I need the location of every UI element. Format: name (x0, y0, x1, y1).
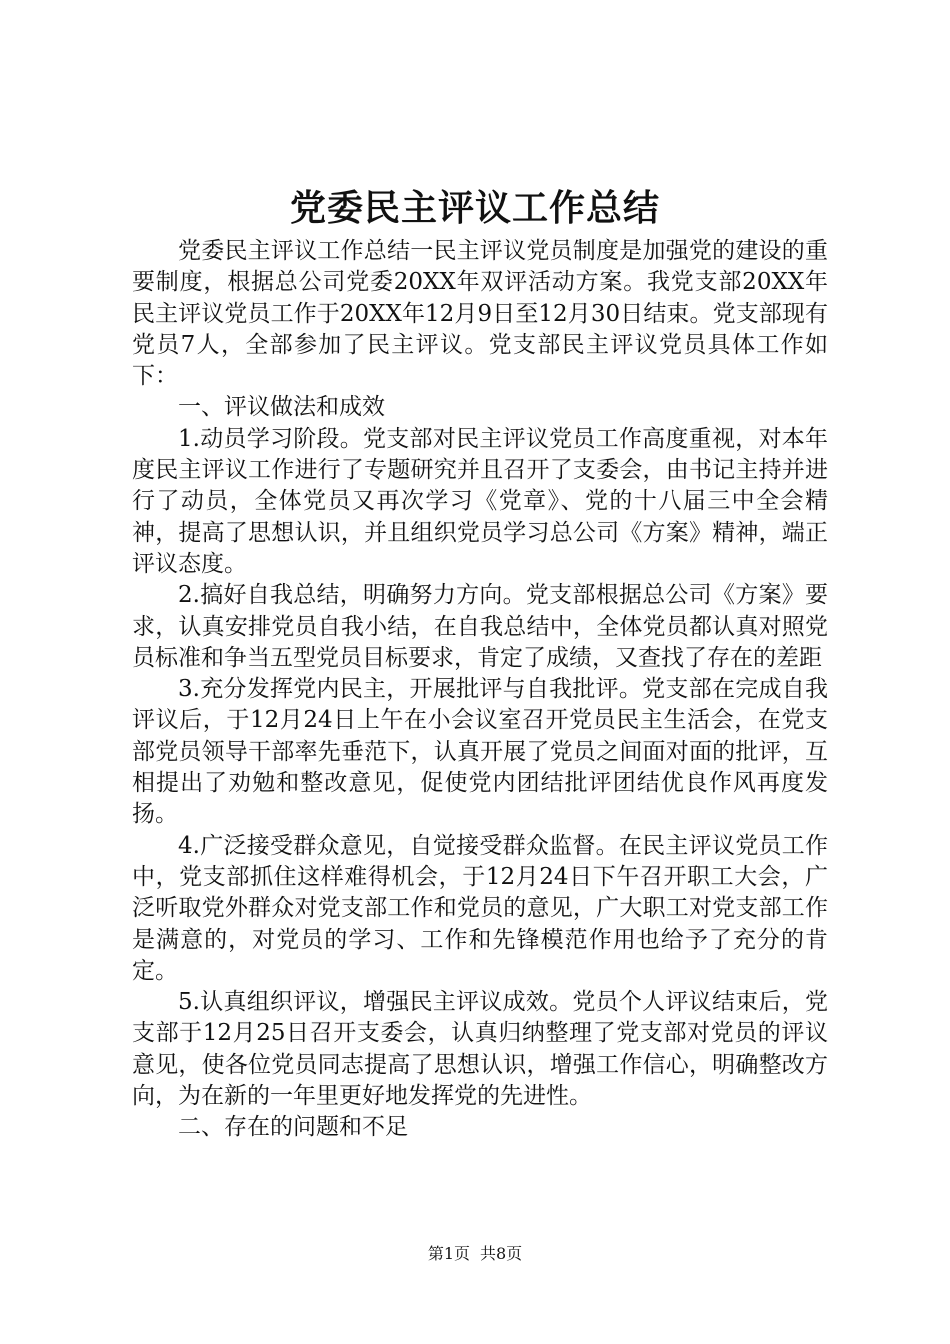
paragraph-item-4: 4.广泛接受群众意见，自觉接受群众监督。在民主评议党员工作中，党支部抓住这样难得机会，于12月24日下午召开职工大会，广泛听取党外群众对党支部工作和党员的意见，广大职工对党支部工作是满意的，对党员的学习、工作和先锋模范作用也给予了充分的肯定。 (132, 832, 828, 984)
paragraph-item-5: 5.认真组织评议，增强民主评议成效。党员个人评议结束后，党支部于12月25日召开支委会，认真归纳整理了党支部对党员的评议意见，使各位党员同志提高了思想认识，增强工作信心，明确整改方向，为在新的一年里更好地发挥党的先进性。 (132, 989, 828, 1110)
paragraph-item-3: 3.充分发挥党内民主，开展批评与自我批评。党支部在完成自我评议后，于12月24日上午在小会议室召开党员民主生活会，在党支部党员领导干部率先垂范下，认真开展了党员之间面对面的批评，互相提出了劝勉和整改意见，促使党内团结批评团结优良作风再度发扬。 (132, 676, 828, 828)
page-footer (0, 1243, 950, 1265)
paragraph-intro: 党委民主评议工作总结一民主评议党员制度是加强党的建设的重要制度，根据总公司党委20XX年双评活动方案。我党支部20XX年民主评议党员工作于20XX年12月9日至12月30日结束。党支部现有党员7人，全部参加了民主评议。党支部民主评议党员具体工作如下： (132, 238, 828, 390)
paragraph-item-2: 2.搞好自我总结，明确努力方向。党支部根据总公司《方案》要求，认真安排党员自我小结，在自我总结中，全体党员都认真对照党员标准和争当五型党员目标要求，肯定了成绩，又查找了存在的差距 (132, 582, 828, 671)
paragraph-item-1: 1.动员学习阶段。党支部对民主评议党员工作高度重视，对本年度民主评议工作进行了专题研究并且召开了支委会，由书记主持并进行了动员，全体党员又再次学习《党章》、党的十八届三中全会精神，提高了思想认识，并且组织党员学习总公司《方案》精神，端正评议态度。 (132, 425, 828, 577)
section-heading-2: 二、存在的问题和不足 (178, 1114, 408, 1141)
page-total: 共8页 (480, 1244, 523, 1263)
document-body (132, 236, 828, 1144)
section-heading-1: 一、评议做法和成效 (178, 394, 385, 421)
page-number: 第1页 (427, 1244, 470, 1263)
document-title: 党委民主评议工作总结 (289, 188, 660, 229)
